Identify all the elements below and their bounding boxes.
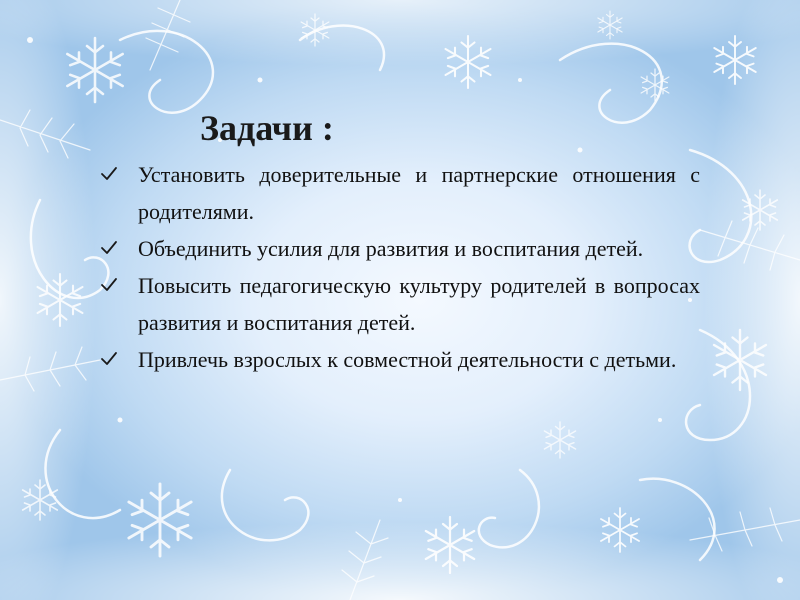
- task-list: [100, 156, 700, 378]
- list-item: [100, 230, 700, 267]
- task-text: Повысить педагогическую культуру родителей в вопросах развития и воспитания детей.: [138, 273, 700, 335]
- task-text: Установить доверительные и партнерские отношения с родителями.: [138, 162, 700, 224]
- task-text: Привлечь взрослых к совместной деятельности с детьми.: [138, 347, 677, 372]
- list-item: [100, 267, 700, 341]
- check-mark-icon: [100, 165, 118, 183]
- list-item: [100, 341, 700, 378]
- list-item: [100, 156, 700, 230]
- tasks-section: [100, 100, 700, 378]
- slide-title: Задачи :: [200, 108, 334, 148]
- task-text: Объединить усилия для развития и воспитания детей.: [138, 236, 644, 261]
- check-mark-icon: [100, 239, 118, 257]
- check-mark-icon: [100, 276, 118, 294]
- check-mark-icon: [100, 350, 118, 368]
